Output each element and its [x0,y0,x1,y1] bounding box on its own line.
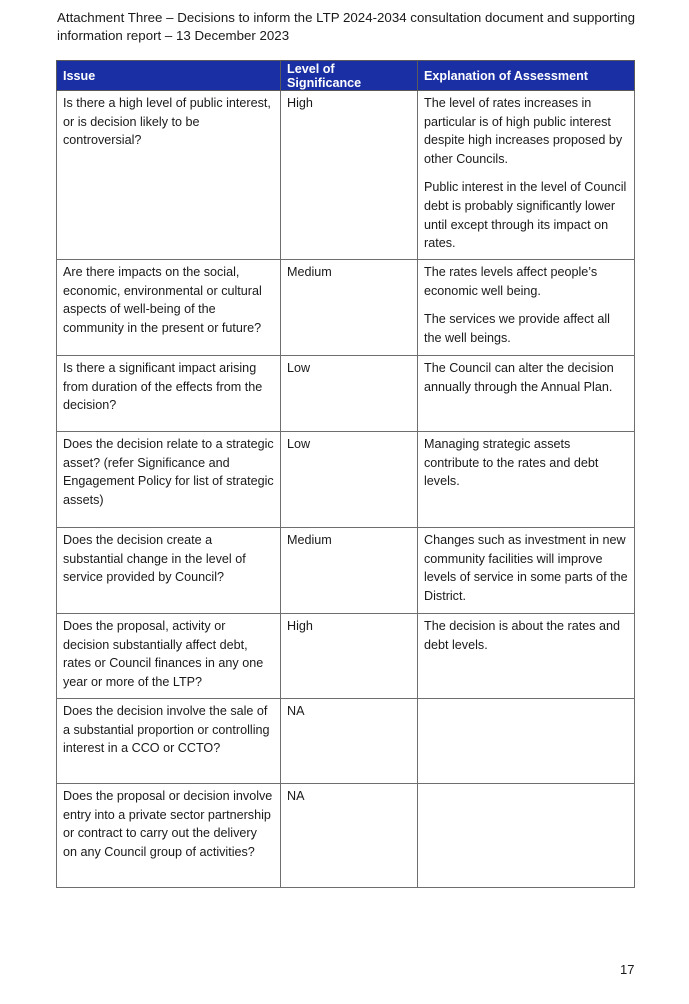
explanation-cell [418,432,635,528]
table-row [57,432,635,528]
level-cell: Low [281,356,418,432]
level-cell: Medium [281,528,418,614]
explanation-paragraph: The decision is about the rates and debt levels. [424,619,621,652]
table-row [57,614,635,699]
issue-cell: Does the decision relate to a strategic asset? (refer Significance and Engagement Policy for list of strategic assets) [57,432,281,528]
level-cell: Medium [281,260,418,356]
explanation-paragraph: The rates levels affect people’s economic well being. [424,265,598,298]
explanation-cell [418,699,635,784]
table-row [57,260,635,356]
explanation-cell [418,356,635,432]
table-row [57,91,635,260]
explanation-cell [418,784,635,888]
level-cell: High [281,91,418,260]
explanation-paragraph: Changes such as investment in new community facilities will improve levels of service in some parts of the District. [424,533,628,603]
table-row [57,784,635,888]
issue-cell: Are there impacts on the social, economic, environmental or cultural aspects of well-being of the community in the present or future? [57,260,281,356]
table-header-row [57,61,635,91]
table-row [57,528,635,614]
explanation-paragraph: Public interest in the level of Council debt is probably significantly lower until except through its impact on rates. [424,180,627,251]
page-heading: Attachment Three – Decisions to inform the LTP 2024-2034 consultation document and supporting information report – 13 December 2023 [57,10,636,43]
level-cell: Low [281,432,418,528]
issue-cell: Does the decision create a substantial change in the level of service provided by Council? [57,528,281,614]
explanation-cell [418,614,635,699]
level-cell: High [281,614,418,699]
header-level: Level of Significance [281,61,418,91]
issue-cell: Is there a significant impact arising from duration of the effects from the decision? [57,356,281,432]
level-cell: NA [281,784,418,888]
page-number: 17 [620,962,635,977]
significance-table [56,60,635,888]
explanation-paragraph: The level of rates increases in particular is of high public interest despite high increases proposed by other Councils. [424,96,623,166]
explanation-cell [418,91,635,260]
explanation-paragraph: Managing strategic assets contribute to the rates and debt levels. [424,437,599,489]
header-issue: Issue [57,61,281,91]
issue-cell: Is there a high level of public interest, or is decision likely to be controversial? [57,91,281,260]
explanation-paragraph: The services we provide affect all the well beings. [424,312,610,345]
level-cell: NA [281,699,418,784]
issue-cell: Does the proposal or decision involve entry into a private sector partnership or contract to carry out the delivery on any Council group of activities? [57,784,281,888]
table-row [57,356,635,432]
issue-cell: Does the decision involve the sale of a substantial proportion or controlling interest in a CCO or CCTO? [57,699,281,784]
explanation-cell [418,528,635,614]
explanation-paragraph: The Council can alter the decision annually through the Annual Plan. [424,361,614,394]
header-explanation: Explanation of Assessment [418,61,635,91]
explanation-cell [418,260,635,356]
table-row [57,699,635,784]
issue-cell: Does the proposal, activity or decision substantially affect debt, rates or Council finances in any one year or more of the LTP? [57,614,281,699]
